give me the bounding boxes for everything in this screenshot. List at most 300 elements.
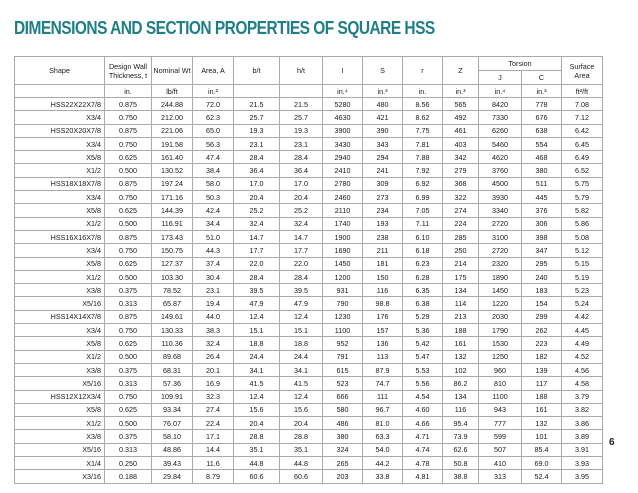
cell-nominal-wt: 191.58 bbox=[152, 137, 193, 150]
cell-ht: 20.4 bbox=[280, 417, 323, 430]
cell-z: 213 bbox=[443, 310, 479, 323]
cell-bt: 32.4 bbox=[234, 217, 280, 230]
cell-c: 188 bbox=[522, 390, 562, 403]
cell-z: 114 bbox=[443, 297, 479, 310]
cell-ht: 21.5 bbox=[280, 98, 323, 111]
cell-ht: 23.1 bbox=[280, 137, 323, 150]
cell-shape: HSS20X20X7/8 bbox=[15, 124, 105, 137]
cell-area: 20.1 bbox=[193, 363, 234, 376]
cell-s: 480 bbox=[363, 98, 403, 111]
table-row bbox=[15, 403, 603, 416]
cell-s: 98.8 bbox=[363, 297, 403, 310]
cell-z: 565 bbox=[443, 98, 479, 111]
cell-wall-thickness: 0.625 bbox=[105, 337, 152, 350]
cell-surface-area: 4.52 bbox=[562, 350, 603, 363]
table-row bbox=[15, 443, 603, 456]
cell-r: 7.81 bbox=[403, 137, 443, 150]
table-row bbox=[15, 151, 603, 164]
cell-nominal-wt: 93.34 bbox=[152, 403, 193, 416]
cell-r: 8.56 bbox=[403, 98, 443, 111]
cell-ht: 15.1 bbox=[280, 324, 323, 337]
cell-z: 175 bbox=[443, 270, 479, 283]
table-row bbox=[15, 324, 603, 337]
cell-s: 238 bbox=[363, 230, 403, 243]
cell-nominal-wt: 161.40 bbox=[152, 151, 193, 164]
cell-nominal-wt: 58.10 bbox=[152, 430, 193, 443]
cell-wall-thickness: 0.500 bbox=[105, 270, 152, 283]
cell-bt: 12.4 bbox=[234, 310, 280, 323]
cell-j: 943 bbox=[479, 403, 522, 416]
cell-nominal-wt: 109.91 bbox=[152, 390, 193, 403]
header-s: S bbox=[363, 57, 403, 85]
cell-nominal-wt: 78.52 bbox=[152, 284, 193, 297]
cell-wall-thickness: 0.313 bbox=[105, 297, 152, 310]
table-row bbox=[15, 363, 603, 376]
table-row bbox=[15, 470, 603, 483]
cell-z: 322 bbox=[443, 191, 479, 204]
cell-j: 7330 bbox=[479, 111, 522, 124]
cell-c: 445 bbox=[522, 191, 562, 204]
cell-surface-area: 3.89 bbox=[562, 430, 603, 443]
header-shape: Shape bbox=[15, 57, 105, 85]
cell-s: 193 bbox=[363, 217, 403, 230]
unit-cell: in.³ bbox=[522, 85, 562, 98]
cell-surface-area: 5.19 bbox=[562, 270, 603, 283]
cell-wall-thickness: 0.875 bbox=[105, 230, 152, 243]
cell-nominal-wt: 127.37 bbox=[152, 257, 193, 270]
cell-nominal-wt: 65.87 bbox=[152, 297, 193, 310]
cell-bt: 41.5 bbox=[234, 377, 280, 390]
cell-bt: 17.0 bbox=[234, 177, 280, 190]
cell-surface-area: 3.93 bbox=[562, 457, 603, 470]
page-title: DIMENSIONS AND SECTION PROPERTIES OF SQUARE HSS bbox=[14, 18, 435, 38]
cell-j: 2030 bbox=[479, 310, 522, 323]
table-row bbox=[15, 310, 603, 323]
cell-j: 1790 bbox=[479, 324, 522, 337]
cell-area: 32.3 bbox=[193, 390, 234, 403]
header-bt: b/t bbox=[234, 57, 280, 85]
cell-r: 7.92 bbox=[403, 164, 443, 177]
table-row bbox=[15, 111, 603, 124]
cell-wall-thickness: 0.375 bbox=[105, 363, 152, 376]
cell-area: 38.4 bbox=[193, 164, 234, 177]
cell-j: 3760 bbox=[479, 164, 522, 177]
cell-c: 69.0 bbox=[522, 457, 562, 470]
cell-j: 507 bbox=[479, 443, 522, 456]
cell-area: 34.4 bbox=[193, 217, 234, 230]
table-row bbox=[15, 137, 603, 150]
unit-cell bbox=[234, 85, 280, 98]
cell-area: 65.0 bbox=[193, 124, 234, 137]
cell-j: 2720 bbox=[479, 217, 522, 230]
cell-shape: HSS22X22X7/8 bbox=[15, 98, 105, 111]
table-row bbox=[15, 270, 603, 283]
cell-i: 2780 bbox=[323, 177, 363, 190]
cell-j: 3930 bbox=[479, 191, 522, 204]
table-row bbox=[15, 230, 603, 243]
cell-nominal-wt: 130.33 bbox=[152, 324, 193, 337]
cell-shape: X5/8 bbox=[15, 337, 105, 350]
cell-nominal-wt: 57.36 bbox=[152, 377, 193, 390]
header-design-wall: Design Wall Thickness, t bbox=[105, 57, 152, 85]
cell-c: 85.4 bbox=[522, 443, 562, 456]
cell-wall-thickness: 0.750 bbox=[105, 390, 152, 403]
cell-shape: X1/2 bbox=[15, 350, 105, 363]
cell-bt: 17.7 bbox=[234, 244, 280, 257]
cell-wall-thickness: 0.500 bbox=[105, 164, 152, 177]
cell-s: 181 bbox=[363, 257, 403, 270]
cell-ht: 28.8 bbox=[280, 430, 323, 443]
cell-s: 74.7 bbox=[363, 377, 403, 390]
cell-area: 26.4 bbox=[193, 350, 234, 363]
cell-r: 6.92 bbox=[403, 177, 443, 190]
cell-wall-thickness: 0.750 bbox=[105, 191, 152, 204]
cell-j: 1450 bbox=[479, 284, 522, 297]
cell-s: 136 bbox=[363, 337, 403, 350]
cell-wall-thickness: 0.750 bbox=[105, 324, 152, 337]
cell-area: 62.3 bbox=[193, 111, 234, 124]
cell-z: 274 bbox=[443, 204, 479, 217]
cell-s: 211 bbox=[363, 244, 403, 257]
cell-bt: 36.4 bbox=[234, 164, 280, 177]
unit-cell: in.³ bbox=[443, 85, 479, 98]
unit-cell: ft²/ft bbox=[562, 85, 603, 98]
cell-nominal-wt: 144.39 bbox=[152, 204, 193, 217]
cell-ht: 28.4 bbox=[280, 151, 323, 164]
cell-wall-thickness: 0.250 bbox=[105, 457, 152, 470]
cell-c: 511 bbox=[522, 177, 562, 190]
cell-r: 8.62 bbox=[403, 111, 443, 124]
cell-nominal-wt: 197.24 bbox=[152, 177, 193, 190]
cell-s: 81.0 bbox=[363, 417, 403, 430]
cell-ht: 34.1 bbox=[280, 363, 323, 376]
table-row bbox=[15, 217, 603, 230]
cell-i: 791 bbox=[323, 350, 363, 363]
cell-j: 1250 bbox=[479, 350, 522, 363]
cell-wall-thickness: 0.625 bbox=[105, 257, 152, 270]
cell-bt: 14.7 bbox=[234, 230, 280, 243]
cell-r: 7.11 bbox=[403, 217, 443, 230]
cell-r: 4.66 bbox=[403, 417, 443, 430]
cell-z: 62.6 bbox=[443, 443, 479, 456]
cell-bt: 44.8 bbox=[234, 457, 280, 470]
table-row bbox=[15, 297, 603, 310]
cell-nominal-wt: 29.84 bbox=[152, 470, 193, 483]
cell-ht: 14.7 bbox=[280, 230, 323, 243]
cell-ht: 25.2 bbox=[280, 204, 323, 217]
cell-area: 32.4 bbox=[193, 337, 234, 350]
cell-nominal-wt: 130.52 bbox=[152, 164, 193, 177]
cell-wall-thickness: 0.625 bbox=[105, 403, 152, 416]
cell-i: 324 bbox=[323, 443, 363, 456]
cell-nominal-wt: 39.43 bbox=[152, 457, 193, 470]
cell-r: 7.05 bbox=[403, 204, 443, 217]
cell-c: 398 bbox=[522, 230, 562, 243]
cell-i: 1690 bbox=[323, 244, 363, 257]
unit-cell: in.³ bbox=[363, 85, 403, 98]
cell-c: 376 bbox=[522, 204, 562, 217]
cell-i: 1100 bbox=[323, 324, 363, 337]
cell-surface-area: 4.45 bbox=[562, 324, 603, 337]
cell-z: 134 bbox=[443, 284, 479, 297]
cell-i: 203 bbox=[323, 470, 363, 483]
cell-bt: 28.8 bbox=[234, 430, 280, 443]
cell-wall-thickness: 0.875 bbox=[105, 177, 152, 190]
cell-nominal-wt: 89.68 bbox=[152, 350, 193, 363]
cell-surface-area: 4.49 bbox=[562, 337, 603, 350]
cell-i: 666 bbox=[323, 390, 363, 403]
cell-j: 2720 bbox=[479, 244, 522, 257]
cell-area: 8.79 bbox=[193, 470, 234, 483]
cell-s: 343 bbox=[363, 137, 403, 150]
cell-z: 492 bbox=[443, 111, 479, 124]
cell-i: 2410 bbox=[323, 164, 363, 177]
cell-z: 250 bbox=[443, 244, 479, 257]
cell-z: 102 bbox=[443, 363, 479, 376]
cell-i: 523 bbox=[323, 377, 363, 390]
header-j: J bbox=[479, 71, 522, 85]
cell-r: 4.78 bbox=[403, 457, 443, 470]
cell-j: 1220 bbox=[479, 297, 522, 310]
cell-wall-thickness: 0.375 bbox=[105, 284, 152, 297]
cell-s: 309 bbox=[363, 177, 403, 190]
cell-nominal-wt: 116.91 bbox=[152, 217, 193, 230]
header-ht: h/t bbox=[280, 57, 323, 85]
cell-ht: 25.7 bbox=[280, 111, 323, 124]
cell-ht: 17.7 bbox=[280, 244, 323, 257]
cell-z: 368 bbox=[443, 177, 479, 190]
cell-bt: 21.5 bbox=[234, 98, 280, 111]
cell-r: 6.28 bbox=[403, 270, 443, 283]
cell-surface-area: 3.82 bbox=[562, 403, 603, 416]
cell-ht: 15.6 bbox=[280, 403, 323, 416]
cell-area: 17.1 bbox=[193, 430, 234, 443]
cell-c: 554 bbox=[522, 137, 562, 150]
cell-area: 14.4 bbox=[193, 443, 234, 456]
cell-bt: 22.0 bbox=[234, 257, 280, 270]
cell-c: 182 bbox=[522, 350, 562, 363]
cell-wall-thickness: 0.625 bbox=[105, 204, 152, 217]
cell-r: 6.38 bbox=[403, 297, 443, 310]
cell-surface-area: 3.79 bbox=[562, 390, 603, 403]
cell-j: 777 bbox=[479, 417, 522, 430]
cell-surface-area: 5.75 bbox=[562, 177, 603, 190]
cell-z: 461 bbox=[443, 124, 479, 137]
cell-bt: 23.1 bbox=[234, 137, 280, 150]
cell-area: 58.0 bbox=[193, 177, 234, 190]
cell-r: 4.60 bbox=[403, 403, 443, 416]
cell-ht: 18.8 bbox=[280, 337, 323, 350]
cell-ht: 32.4 bbox=[280, 217, 323, 230]
cell-j: 6260 bbox=[479, 124, 522, 137]
table-row bbox=[15, 244, 603, 257]
cell-shape: HSS18X18X7/8 bbox=[15, 177, 105, 190]
cell-r: 5.56 bbox=[403, 377, 443, 390]
cell-ht: 22.0 bbox=[280, 257, 323, 270]
cell-shape: HSS14X14X7/8 bbox=[15, 310, 105, 323]
cell-z: 214 bbox=[443, 257, 479, 270]
cell-bt: 15.1 bbox=[234, 324, 280, 337]
table-row bbox=[15, 257, 603, 270]
cell-surface-area: 5.23 bbox=[562, 284, 603, 297]
cell-surface-area: 5.24 bbox=[562, 297, 603, 310]
cell-s: 116 bbox=[363, 284, 403, 297]
cell-c: 299 bbox=[522, 310, 562, 323]
cell-i: 5280 bbox=[323, 98, 363, 111]
cell-i: 1450 bbox=[323, 257, 363, 270]
header-z: Z bbox=[443, 57, 479, 85]
cell-c: 154 bbox=[522, 297, 562, 310]
cell-shape: X3/8 bbox=[15, 363, 105, 376]
cell-shape: X1/2 bbox=[15, 417, 105, 430]
cell-wall-thickness: 0.188 bbox=[105, 470, 152, 483]
cell-surface-area: 4.56 bbox=[562, 363, 603, 376]
cell-r: 7.88 bbox=[403, 151, 443, 164]
cell-shape: X3/4 bbox=[15, 324, 105, 337]
cell-area: 38.3 bbox=[193, 324, 234, 337]
cell-j: 410 bbox=[479, 457, 522, 470]
cell-shape: X5/16 bbox=[15, 443, 105, 456]
cell-bt: 24.4 bbox=[234, 350, 280, 363]
cell-z: 161 bbox=[443, 337, 479, 350]
cell-j: 313 bbox=[479, 470, 522, 483]
cell-c: 161 bbox=[522, 403, 562, 416]
cell-ht: 36.4 bbox=[280, 164, 323, 177]
cell-area: 19.4 bbox=[193, 297, 234, 310]
cell-surface-area: 5.79 bbox=[562, 191, 603, 204]
cell-nominal-wt: 150.75 bbox=[152, 244, 193, 257]
cell-ht: 47.9 bbox=[280, 297, 323, 310]
cell-i: 580 bbox=[323, 403, 363, 416]
cell-z: 403 bbox=[443, 137, 479, 150]
cell-wall-thickness: 0.750 bbox=[105, 137, 152, 150]
cell-r: 4.71 bbox=[403, 430, 443, 443]
cell-wall-thickness: 0.313 bbox=[105, 443, 152, 456]
cell-s: 294 bbox=[363, 151, 403, 164]
cell-i: 265 bbox=[323, 457, 363, 470]
cell-i: 3430 bbox=[323, 137, 363, 150]
cell-z: 86.2 bbox=[443, 377, 479, 390]
cell-r: 6.18 bbox=[403, 244, 443, 257]
table-row bbox=[15, 457, 603, 470]
cell-i: 952 bbox=[323, 337, 363, 350]
header-c: C bbox=[522, 71, 562, 85]
cell-bt: 28.4 bbox=[234, 270, 280, 283]
cell-wall-thickness: 0.313 bbox=[105, 377, 152, 390]
units-row bbox=[15, 85, 603, 98]
cell-z: 73.9 bbox=[443, 430, 479, 443]
cell-area: 72.0 bbox=[193, 98, 234, 111]
cell-nominal-wt: 76.07 bbox=[152, 417, 193, 430]
cell-surface-area: 3.95 bbox=[562, 470, 603, 483]
cell-bt: 15.6 bbox=[234, 403, 280, 416]
cell-shape: X5/16 bbox=[15, 377, 105, 390]
cell-area: 30.4 bbox=[193, 270, 234, 283]
cell-bt: 12.4 bbox=[234, 390, 280, 403]
cell-z: 279 bbox=[443, 164, 479, 177]
cell-r: 5.53 bbox=[403, 363, 443, 376]
cell-c: 139 bbox=[522, 363, 562, 376]
cell-r: 5.42 bbox=[403, 337, 443, 350]
cell-i: 1900 bbox=[323, 230, 363, 243]
cell-s: 33.8 bbox=[363, 470, 403, 483]
unit-cell: in. bbox=[105, 85, 152, 98]
cell-s: 273 bbox=[363, 191, 403, 204]
header-r: r bbox=[403, 57, 443, 85]
cell-ht: 17.0 bbox=[280, 177, 323, 190]
cell-i: 486 bbox=[323, 417, 363, 430]
cell-r: 5.29 bbox=[403, 310, 443, 323]
cell-shape: X1/2 bbox=[15, 217, 105, 230]
cell-j: 4620 bbox=[479, 151, 522, 164]
header-i: I bbox=[323, 57, 363, 85]
cell-r: 6.99 bbox=[403, 191, 443, 204]
cell-surface-area: 5.86 bbox=[562, 217, 603, 230]
table-row bbox=[15, 98, 603, 111]
hss-properties-table bbox=[14, 56, 603, 484]
cell-s: 54.0 bbox=[363, 443, 403, 456]
cell-c: 638 bbox=[522, 124, 562, 137]
cell-z: 132 bbox=[443, 350, 479, 363]
cell-surface-area: 3.91 bbox=[562, 443, 603, 456]
cell-shape: HSS16X16X7/8 bbox=[15, 230, 105, 243]
cell-surface-area: 7.12 bbox=[562, 111, 603, 124]
cell-i: 380 bbox=[323, 430, 363, 443]
cell-i: 2940 bbox=[323, 151, 363, 164]
unit-cell bbox=[15, 85, 105, 98]
cell-nominal-wt: 221.06 bbox=[152, 124, 193, 137]
cell-bt: 34.1 bbox=[234, 363, 280, 376]
unit-cell: in.² bbox=[193, 85, 234, 98]
cell-shape: X3/4 bbox=[15, 244, 105, 257]
cell-shape: X3/4 bbox=[15, 137, 105, 150]
cell-shape: X1/4 bbox=[15, 457, 105, 470]
cell-i: 1230 bbox=[323, 310, 363, 323]
page-number: 6 bbox=[609, 437, 615, 448]
cell-shape: X1/2 bbox=[15, 164, 105, 177]
cell-r: 4.81 bbox=[403, 470, 443, 483]
cell-area: 56.3 bbox=[193, 137, 234, 150]
cell-surface-area: 6.52 bbox=[562, 164, 603, 177]
cell-s: 87.9 bbox=[363, 363, 403, 376]
cell-c: 468 bbox=[522, 151, 562, 164]
table-body bbox=[15, 98, 603, 484]
cell-surface-area: 5.08 bbox=[562, 230, 603, 243]
cell-s: 234 bbox=[363, 204, 403, 217]
cell-c: 262 bbox=[522, 324, 562, 337]
table-row bbox=[15, 284, 603, 297]
cell-surface-area: 5.82 bbox=[562, 204, 603, 217]
cell-s: 241 bbox=[363, 164, 403, 177]
header-surface-area: Surface Area bbox=[562, 57, 603, 85]
cell-area: 11.6 bbox=[193, 457, 234, 470]
table-row bbox=[15, 191, 603, 204]
cell-bt: 35.1 bbox=[234, 443, 280, 456]
unit-cell: lb/ft bbox=[152, 85, 193, 98]
cell-r: 5.47 bbox=[403, 350, 443, 363]
cell-shape: X1/2 bbox=[15, 270, 105, 283]
cell-i: 2110 bbox=[323, 204, 363, 217]
cell-r: 4.74 bbox=[403, 443, 443, 456]
cell-c: 778 bbox=[522, 98, 562, 111]
cell-area: 37.4 bbox=[193, 257, 234, 270]
cell-nominal-wt: 103.30 bbox=[152, 270, 193, 283]
table-row bbox=[15, 177, 603, 190]
unit-cell: in. bbox=[403, 85, 443, 98]
cell-bt: 39.5 bbox=[234, 284, 280, 297]
cell-shape: X5/8 bbox=[15, 257, 105, 270]
cell-c: 117 bbox=[522, 377, 562, 390]
